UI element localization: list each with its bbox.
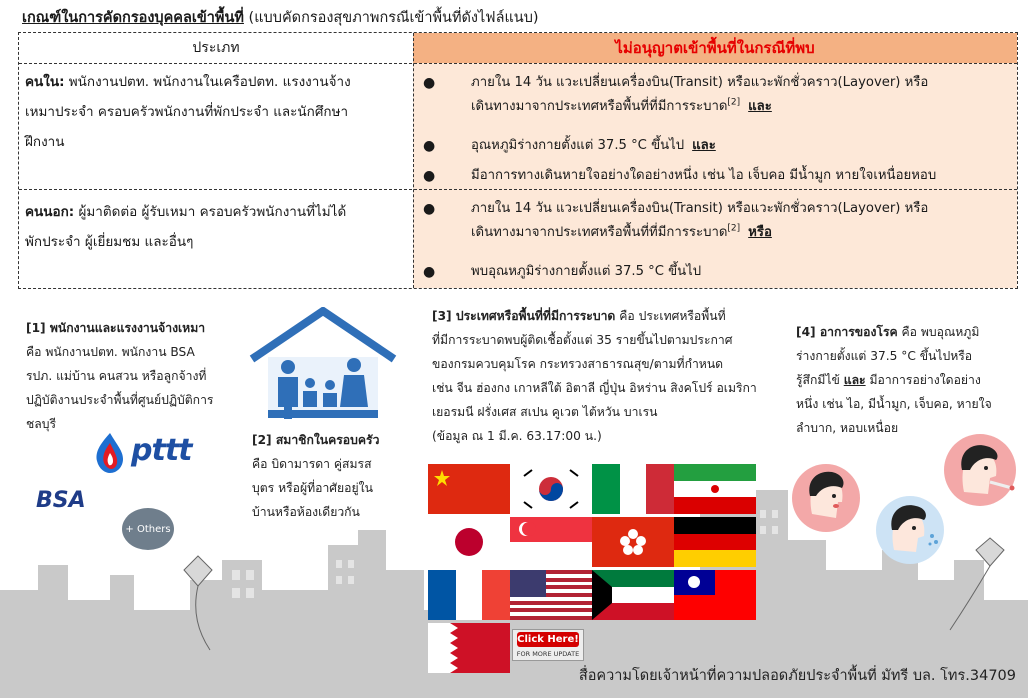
header-condition: ไม่อนุญาตเข้าพื้นที่ในกรณีที่พบ <box>413 33 1017 63</box>
header-type: ประเภท <box>19 33 413 63</box>
flag-usa-icon <box>510 570 592 620</box>
flag-singapore-icon <box>510 517 592 567</box>
flag-germany-icon <box>674 517 756 567</box>
flag-iran-icon <box>674 464 756 514</box>
note-family-title: [2] สมาชิกในครอบครัว <box>252 433 380 447</box>
insider-criteria-2: ● อุณหภูมิร่างกายตั้งแต่ 37.5 °C ขึ้นไป และ <box>423 134 1013 160</box>
bullet-icon: ● <box>423 138 436 154</box>
row-insider-description: คนใน: พนักงานปตท. พนักงานในเครือปตท. แรงงานจ้าง เหมาประจำ ครอบครัวพนักงานที่พักประจำ และนักศึกษา ฝึกงาน <box>25 74 351 150</box>
flag-hongkong-icon <box>592 517 674 567</box>
page-title <box>22 6 539 29</box>
family-house-icon <box>248 307 398 419</box>
bsa-logo: BSA <box>36 488 86 513</box>
flag-grid <box>428 464 756 676</box>
others-badge: + Others <box>122 508 174 550</box>
click-here-sublabel: FOR MORE UPDATE <box>516 650 580 658</box>
click-here-label: Click Here! <box>517 634 579 645</box>
outsider-criteria-1: ● ภายใน 14 วัน แวะเปลี่ยนเครื่องบิน(Transit) หรือแวะพักชั่วคราว(Layover) หรือ เดินทางมาจากประเทศหรือพื้นที่ที่มีการระบาด[2] หรือ <box>423 197 1013 247</box>
footer-contact: สื่อความโดยเจ้าหน้าที่ความปลอดภัยประจำพื้นที่ มัทรี บล. โทร.34709 <box>578 668 1016 684</box>
insider-criteria-3: ● มีอาการทางเดินหายใจอย่างใดอย่างหนึ่ง เช่น ไอ เจ็บคอ มีน้ำมูก หายใจเหนื่อยหอบ <box>423 164 1013 190</box>
flag-china-icon <box>428 464 510 514</box>
title-main: เกณฑ์ในการคัดกรองบุคคลเข้าพื้นที่ <box>22 10 244 26</box>
note-outbreak-title: [3] ประเทศหรือพื้นที่ที่มีการระบาด <box>432 309 616 323</box>
flag-france-icon <box>428 570 510 620</box>
flag-bahrain-icon <box>428 623 510 673</box>
insider-criteria-1: ● ภายใน 14 วัน แวะเปลี่ยนเครื่องบิน(Transit) หรือแวะพักชั่วคราว(Layover) หรือ เดินทางมาจากประเทศหรือพื้นที่ที่มีการระบาด[2] และ <box>423 71 1013 121</box>
sick-person-fever-icon <box>790 462 862 534</box>
criteria-table <box>18 32 1018 289</box>
bullet-icon: ● <box>423 168 436 184</box>
ptt-logo <box>93 431 203 475</box>
ptt-flame-icon <box>93 431 127 475</box>
row-outsider-label: คนนอก: <box>25 204 75 220</box>
flag-italy-icon <box>592 464 674 514</box>
sick-person-cough-icon <box>874 494 946 566</box>
bullet-icon: ● <box>423 75 436 91</box>
outsider-criteria-2: ● พบอุณหภูมิร่างกายตั้งแต่ 37.5 °C ขึ้นไป <box>423 260 1013 286</box>
note-symptoms: [4] อาการของโรค คือ พบอุณหภูมิ ร่างกายตั้งแต่ 37.5 °C ขึ้นไปหรือ รู้สึกมีไข้ และ มีอาการอย่างใดอย่าง หนึ่ง เช่น ไอ, มีน้ำมูก, เจ็บคอ, หายใจ ลำบาก, หอบเหนื่อย <box>796 325 992 435</box>
note-employees: [1] พนักงานและแรงงานจ้างเหมา คือ พนักงานปตท. พนักงาน BSA รปภ. แม่บ้าน คนสวน หรือลูกจ้างที่ ปฏิบัติงานประจำพื้นที่ศูนย์ปฏิบัติการ ชลบุรี <box>26 321 214 431</box>
bullet-icon: ● <box>423 264 436 280</box>
note-symptoms-title: [4] อาการของโรค <box>796 325 898 339</box>
note-employees-title: [1] พนักงานและแรงงานจ้างเหมา <box>26 321 206 335</box>
flag-kuwait-icon <box>592 570 674 620</box>
ptt-wordmark: pttt <box>131 433 192 468</box>
flag-korea-icon <box>510 464 592 514</box>
bullet-icon: ● <box>423 201 436 217</box>
flag-japan-icon <box>428 517 510 567</box>
sick-person-thermometer-icon <box>942 432 1018 508</box>
note-family: [2] สมาชิกในครอบครัว คือ บิดามารดา คู่สมรส บุตร หรือผู้ที่อาศัยอยู่ใน บ้านหรือห้องเดียวกัน <box>252 433 380 519</box>
row-outsider-description: คนนอก: ผู้มาติดต่อ ผู้รับเหมา ครอบครัวพนักงานที่ไม่ได้ พักประจำ ผู้เยี่ยมชม และอื่นๆ <box>25 204 347 250</box>
note-outbreak-countries: [3] ประเทศหรือพื้นที่ที่มีการระบาด คือ ประเทศหรือพื้นที่ ที่มีการระบาดพบผู้ติดเชื้อตั้งแต่ 35 รายขึ้นไปตามประกาศ ของกรมควบคุมโรค กระทรวงสาธารณสุข/ตามที่กำหนด เช่น จีน ฮ่องกง เกาหลีใต้ อิตาลี ญี่ปุ่น อิหร่าน สิงคโปร์ อเมริกา เยอรมนี ฝรั่งเศส สเปน คูเวต ไต้หวัน บาเรน (ข้อมูล ณ 1 มี.ค. 63.17:00 น.) <box>432 309 757 443</box>
click-here-button[interactable] <box>512 629 584 661</box>
title-subtitle: (แบบคัดกรองสุขภาพกรณีเข้าพื้นที่ดังไฟล์แนบ) <box>248 10 539 26</box>
row-insider-label: คนใน: <box>25 74 65 90</box>
flag-taiwan-icon <box>674 570 756 620</box>
